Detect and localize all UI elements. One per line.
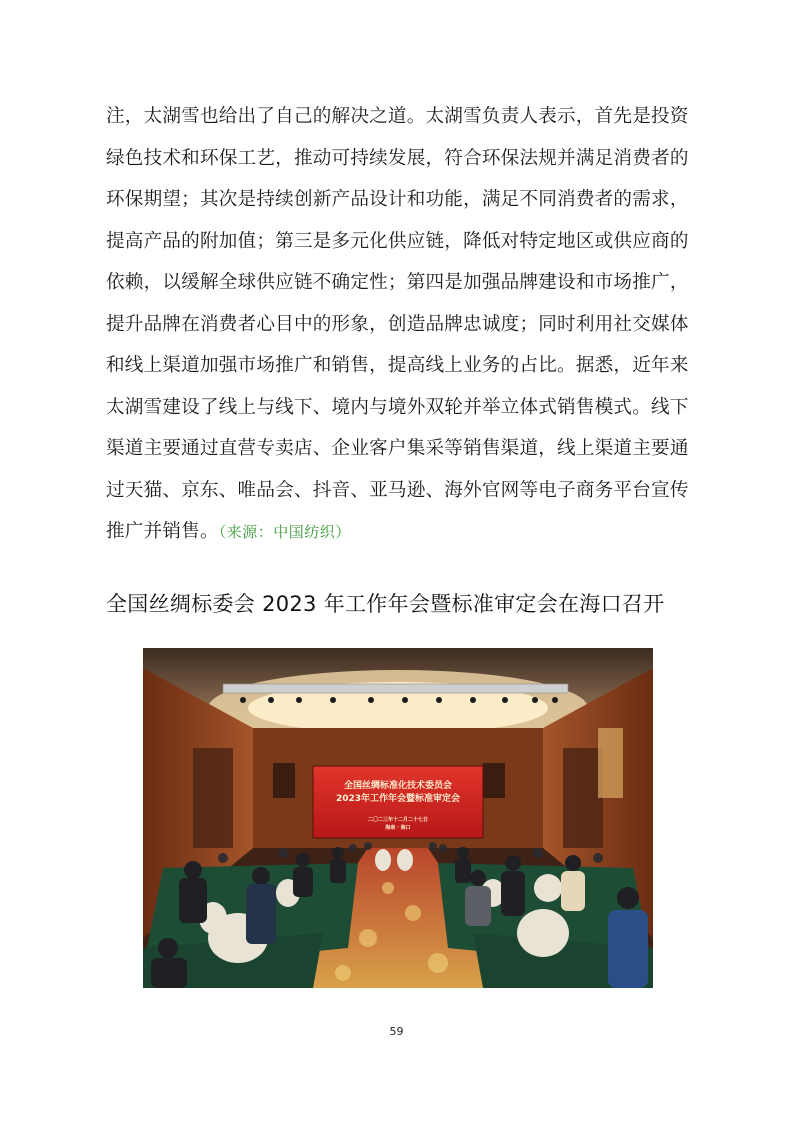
paragraph-line: 提高产品的附加值；第三是多元化供应链，降低对特定地区或供应商的 — [106, 230, 689, 252]
source-note: （来源：中国纺织） — [218, 523, 351, 541]
screen-location: 海南 · 海口 — [385, 825, 411, 831]
paragraph-line: 太湖雪建设了线上与线下、境内与境外双轮并举立体式销售模式。线下 — [106, 396, 689, 418]
page-number: 59 — [389, 1025, 404, 1038]
screen-title-line-1: 全国丝绸标准化技术委员会 — [343, 781, 453, 791]
paragraph-line: 过天猫、京东、唯品会、抖音、亚马逊、海外官网等电子商务平台宣传 — [106, 479, 689, 501]
conference-photo-illustration — [143, 648, 653, 988]
paragraph-line: 渠道主要通过直营专卖店、企业客户集采等销售渠道，线上渠道主要通 — [106, 438, 689, 459]
screen-date: 二〇二三年十二月二十七日 — [367, 817, 429, 823]
conference-photo — [143, 648, 653, 988]
paragraph-line: 注，太湖雪也给出了自己的解决之道。太湖雪负责人表示，首先是投资 — [106, 106, 689, 127]
paragraph-line: 和线上渠道加强市场推广和销售，提高线上业务的占比。据悉，近年来 — [106, 355, 689, 376]
paragraph-line: 依赖，以缓解全球供应链不确定性；第四是加强品牌建设和市场推广， — [106, 272, 689, 293]
paragraph-line: 提升品牌在消费者心目中的形象，创造品牌忠诚度；同时利用社交媒体 — [106, 313, 689, 335]
paragraph-line: 环保期望；其次是持续创新产品设计和功能，满足不同消费者的需求， — [106, 189, 689, 210]
paragraph-last-text: 推广并销售。 — [106, 521, 219, 542]
paragraph-last-line — [106, 511, 688, 553]
article-paragraph — [106, 96, 688, 553]
paragraph-line: 绿色技术和环保工艺，推动可持续发展，符合环保法规并满足消费者的 — [106, 147, 689, 169]
screen-title-line-2: 2023年工作年会暨标准审定会 — [335, 794, 461, 804]
article-heading: 全国丝绸标委会 2023 年工作年会暨标准审定会在海口召开 — [106, 592, 665, 616]
